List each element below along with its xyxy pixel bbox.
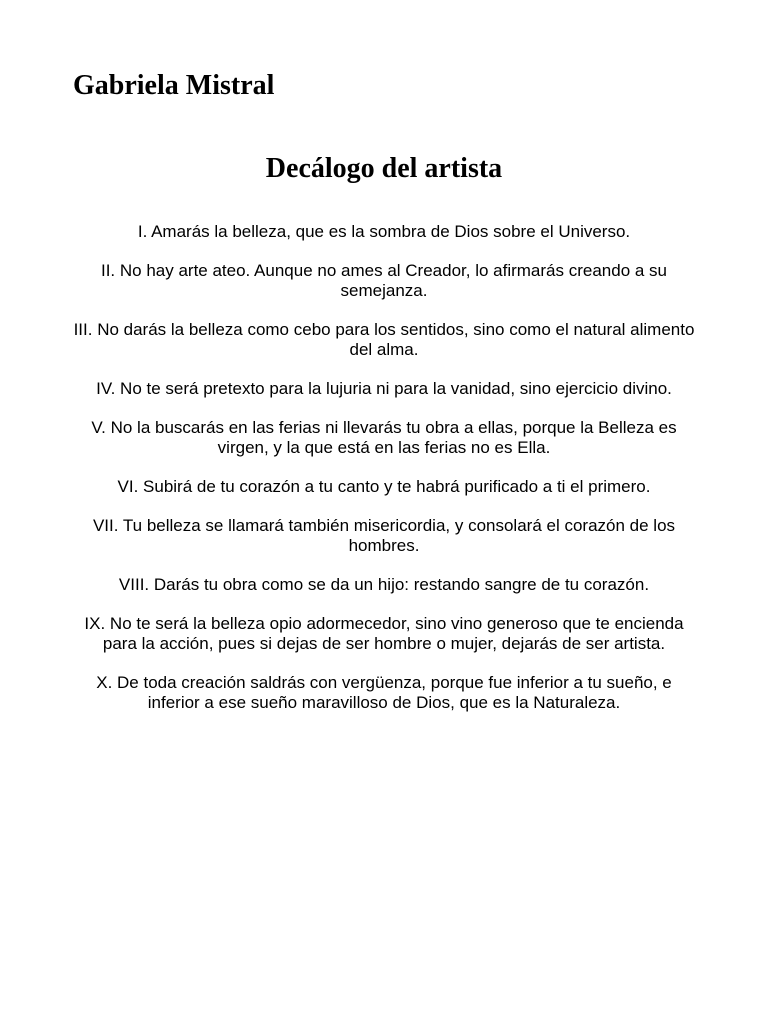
commandment-2: II. No hay arte ateo. Aunque no ames al Creador, lo afirmarás creando a su semejanza. — [100, 261, 668, 300]
commandment-1: I. Amarás la belleza, que es la sombra de Dios sobre el Universo. — [137, 222, 631, 241]
commandment-9: IX. No te será la belleza opio adormecedor, sino vino generoso que te encienda para la acción, pues si dejas de ser hombre o mujer, dejarás de ser artista. — [84, 614, 684, 653]
commandment-4: IV. No te será pretexto para la lujuria ni para la vanidad, sino ejercicio divino. — [96, 379, 672, 398]
commandment-3: III. No darás la belleza como cebo para los sentidos, sino como el natural alimento del alma. — [73, 320, 695, 359]
document-title: Decálogo del artista — [265, 153, 503, 184]
author-name: Gabriela Mistral — [73, 70, 275, 101]
commandment-7: VII. Tu belleza se llamará también misericordia, y consolará el corazón de los hombres. — [92, 516, 676, 555]
commandment-8: VIII. Darás tu obra como se da un hijo: restando sangre de tu corazón. — [118, 575, 650, 594]
commandment-5: V. No la buscarás en las ferias ni llevarás tu obra a ellas, porque la Belleza es virgen, y la que está en las ferias no es Ella. — [91, 418, 677, 457]
commandment-10: X. De toda creación saldrás con vergüenza, porque fue inferior a tu sueño, e inferior a ese sueño maravilloso de Dios, que es la Naturaleza. — [96, 673, 672, 712]
commandments-list — [70, 222, 698, 732]
commandment-6: VI. Subirá de tu corazón a tu canto y te habrá purificado a ti el primero. — [117, 477, 651, 496]
